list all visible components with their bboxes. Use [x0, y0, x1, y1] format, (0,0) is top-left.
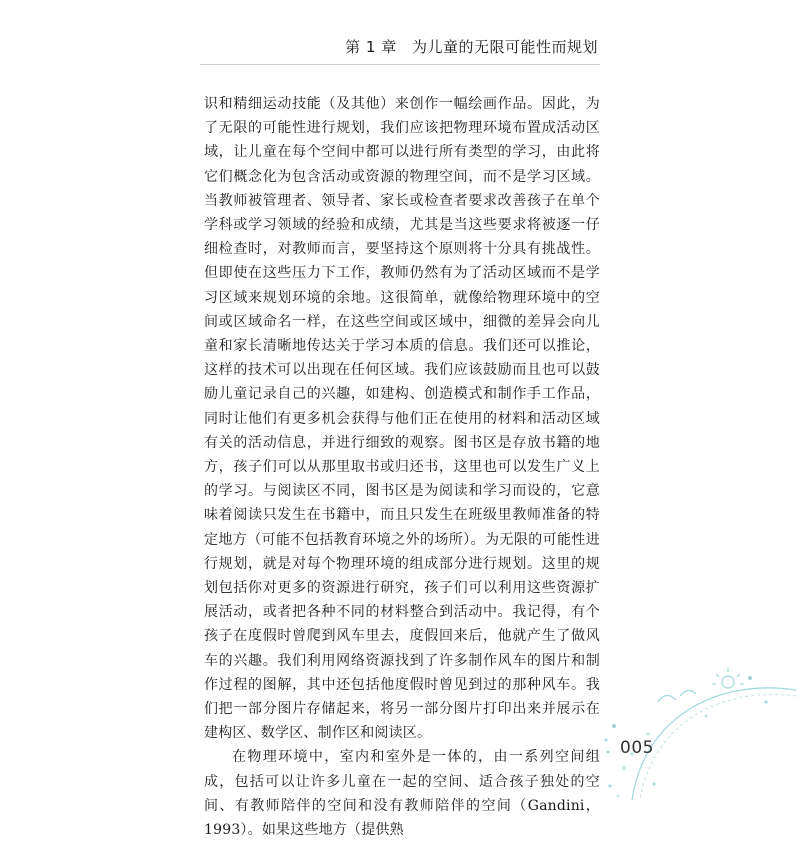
header-rule [200, 64, 600, 65]
page-number: 005 [620, 738, 654, 758]
paragraph-continuation: 识和精细运动技能（及其他）来创作一幅绘画作品。因此，为了无限的可能性进行规划，我们应该把物理环境布置成活动区域，让儿童在每个空间中都可以进行所有类型的学习，由此将它们概念化为包含活动或资源的物理空间，而不是学习区域。当教师被管理者、领导者、家长或检查者要求改善孩子在单个学科或学习领域的经验和成绩，尤其是当这些要求将被逐一仔细检查时，对教师而言，要坚持这个原则将十分具有挑战性。但即使在这些压力下工作，教师仍然有为了活动区域而不是学习区域来规划环境的余地。这很简单，就像给物理环境中的空间或区域命名一样，在这些空间或区域中，细微的差异会向儿童和家长清晰地传达关于学习本质的信息。我们还可以推论，这样的技术可以出现在任何区域。我们应该鼓励而且也可以鼓励儿童记录自己的兴趣，如建构、创造模式和制作手工作品，同时让他们有更多机会获得与他们正在使用的材料和活动区域有关的活动信息，并进行细致的观察。图书区是存放书籍的地方，孩子们可以从那里取书或归还书，这里也可以发生广义上的学习。与阅读区不同，图书区是为阅读和学习而设的，它意味着阅读只发生在书籍中，而且只发生在班级里教师准备的特定地方（可能不包括教育环境之外的场所）。为无限的可能性进行规划，就是对每个物理环境的组成部分进行规划。这里的规划包括你对更多的资源进行研究，孩子们可以利用这些资源扩展活动，或者把各种不同的材料整合到活动中。我记得，有个孩子在度假时曾爬到风车里去，度假回来后，他就产生了做风车的兴趣。我们利用网络资源找到了许多制作风车的图片和制作过程的图解，其中还包括他度假时曾见到过的那种风车。我们把一部分图片存储起来，将另一部分图片打印出来并展示在建构区、数学区、制作区和阅读区。 [204, 96, 600, 742]
corner-decoration [596, 656, 800, 800]
paragraph-physical-environment: 在物理环境中，室内和室外是一体的，由一系列空间组成，包括可以让许多儿童在一起的空间、适合孩子独处的空间、有教师陪伴的空间和没有教师陪伴的空间（Gandini，1993）。如果这些地方（提供熟 [204, 749, 600, 839]
running-header [345, 36, 598, 57]
chapter-title: 为儿童的无限可能性而规划 [411, 38, 598, 56]
body-text [204, 92, 600, 842]
chapter-number: 第 1 章 [345, 38, 397, 56]
